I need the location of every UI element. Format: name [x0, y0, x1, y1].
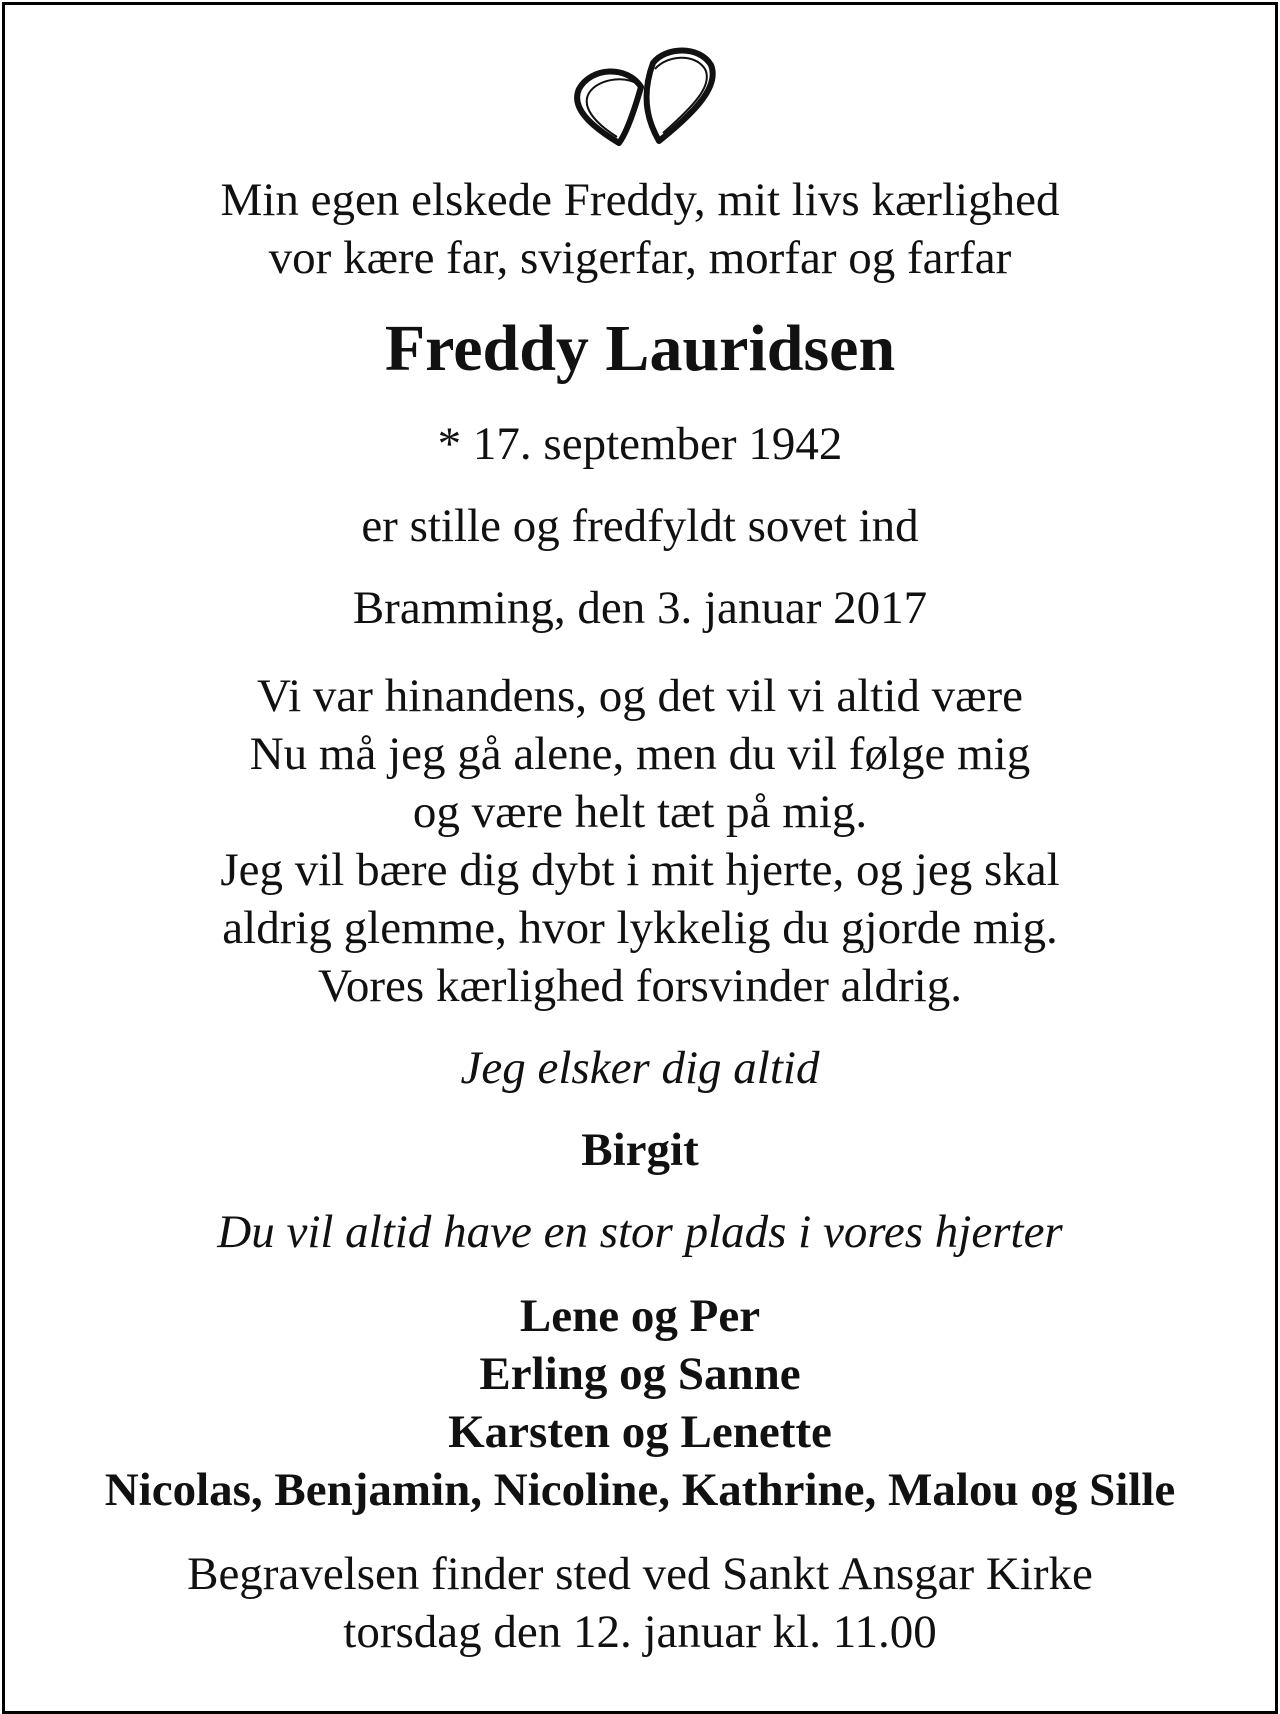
family-line-3: Karsten og Lenette [448, 1406, 832, 1458]
poem-line-2: Nu må jeg gå alene, men du vil følge mig [249, 728, 1031, 780]
poem-line-5: aldrig glemme, hvor lykkelig du gjorde mig. [222, 902, 1058, 954]
double-hearts-icon [571, 45, 719, 153]
family-line-2: Erling og Sanne [479, 1348, 801, 1400]
greeting-2: Du vil altid have en stor plads i vores hjerter [217, 1206, 1063, 1258]
greeting-1: Jeg elsker dig altid [460, 1042, 820, 1094]
deceased-name: Freddy Lauridsen [384, 312, 896, 385]
birth-date: * 17. september 1942 [437, 418, 843, 470]
poem-line-3: og være helt tæt på mig. [412, 786, 868, 838]
intro-line-2: vor kære far, svigerfar, morfar og farfar [268, 232, 1012, 284]
signer-1: Birgit [581, 1124, 699, 1176]
poem-line-4: Jeg vil bære dig dybt i mit hjerte, og jeg skal [220, 844, 1060, 896]
funeral-line-2: torsdag den 12. januar kl. 11.00 [343, 1606, 937, 1658]
obituary-notice [2, 2, 1278, 1714]
place-and-date: Bramming, den 3. januar 2017 [352, 582, 928, 634]
funeral-line-1: Begravelsen finder sted ved Sankt Ansgar Kirke [187, 1548, 1093, 1600]
passing-text: er stille og fredfyldt sovet ind [361, 500, 919, 552]
family-line-4: Nicolas, Benjamin, Nicoline, Kathrine, Malou og Sille [104, 1464, 1176, 1516]
family-line-1: Lene og Per [519, 1290, 761, 1342]
poem-line-1: Vi var hinandens, og det vil vi altid være [257, 670, 1023, 722]
poem-line-6: Vores kærlighed forsvinder aldrig. [318, 960, 962, 1012]
intro-line-1: Min egen elskede Freddy, mit livs kærlighed [220, 174, 1060, 226]
